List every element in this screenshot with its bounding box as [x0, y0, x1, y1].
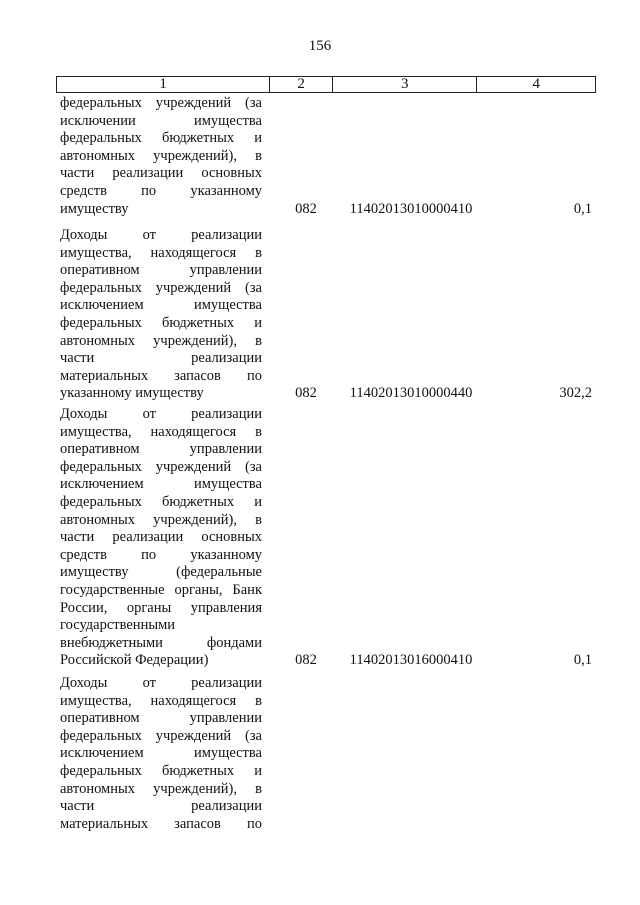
- column-header-3: 3: [332, 77, 476, 92]
- row-description: [60, 95, 262, 218]
- desc-line: части реализации: [60, 350, 262, 367]
- desc-line: имущества, находящегося в: [60, 692, 262, 709]
- desc-line: федеральных учреждений (за: [60, 458, 262, 475]
- desc-line: имущества, находящегося в: [60, 423, 262, 440]
- desc-line: материальных запасов по: [60, 815, 262, 832]
- desc-line: оперативном управлении: [60, 441, 262, 458]
- desc-line: федеральных учреждений (за: [60, 279, 262, 296]
- desc-line: федеральных бюджетных и: [60, 130, 262, 147]
- desc-line: оперативном управлении: [60, 710, 262, 727]
- desc-line: имуществу (федеральные: [60, 564, 262, 581]
- row-kbk: 11402013016000410: [349, 652, 473, 669]
- desc-line: Российской Федерации): [60, 652, 209, 669]
- desc-line: внебюджетными фондами: [60, 634, 262, 651]
- desc-line: материальных запасов по: [60, 367, 262, 384]
- desc-line: России, органы управления: [60, 599, 262, 616]
- desc-line: автономных учреждений), в: [60, 511, 262, 528]
- desc-line: части реализации основных: [60, 165, 262, 182]
- row-amount: 0,1: [573, 200, 592, 217]
- row-kbk: 11402013010000410: [349, 200, 473, 217]
- desc-line: Доходы от реализации: [60, 406, 262, 422]
- desc-line: имущества, находящегося в: [60, 244, 262, 261]
- page-number: 156: [308, 38, 332, 54]
- desc-line: части реализации: [60, 798, 262, 815]
- row-description: [60, 406, 262, 670]
- row-amount: 0,1: [573, 652, 592, 669]
- desc-line: исключении имущества: [60, 112, 262, 129]
- desc-line: автономных учреждений), в: [60, 147, 262, 164]
- desc-line: автономных учреждений), в: [60, 332, 262, 349]
- desc-line: исключением имущества: [60, 476, 262, 493]
- column-header-4: 4: [476, 77, 595, 92]
- desc-line: оперативном управлении: [60, 262, 262, 279]
- row-description: [60, 227, 262, 403]
- desc-line: федеральных бюджетных и: [60, 493, 262, 510]
- desc-line: указанному имуществу: [60, 385, 204, 402]
- desc-line: федеральных бюджетных и: [60, 762, 262, 779]
- desc-line: государственными: [60, 617, 176, 634]
- desc-line: автономных учреждений), в: [60, 780, 262, 797]
- row-amount: 302,2: [559, 385, 592, 402]
- desc-line: средств по указанному: [60, 182, 262, 199]
- desc-line: федеральных учреждений (за: [60, 95, 262, 111]
- row-code: 082: [295, 652, 317, 669]
- desc-line: федеральных бюджетных и: [60, 314, 262, 331]
- desc-line: исключением имущества: [60, 297, 262, 314]
- column-header-2: 2: [269, 77, 332, 92]
- desc-line: государственные органы, Банк: [60, 581, 262, 598]
- desc-line: имуществу: [60, 200, 129, 217]
- row-kbk: 11402013010000440: [349, 385, 473, 402]
- row-code: 082: [295, 200, 317, 217]
- desc-line: Доходы от реализации: [60, 675, 262, 691]
- desc-line: средств по указанному: [60, 546, 262, 563]
- desc-line: части реализации основных: [60, 529, 262, 546]
- desc-line: Доходы от реализации: [60, 227, 262, 243]
- row-code: 082: [295, 385, 317, 402]
- table-header: [56, 76, 596, 93]
- row-description: [60, 675, 262, 833]
- column-header-1: 1: [159, 76, 167, 92]
- desc-line: федеральных учреждений (за: [60, 727, 262, 744]
- desc-line: исключением имущества: [60, 745, 262, 762]
